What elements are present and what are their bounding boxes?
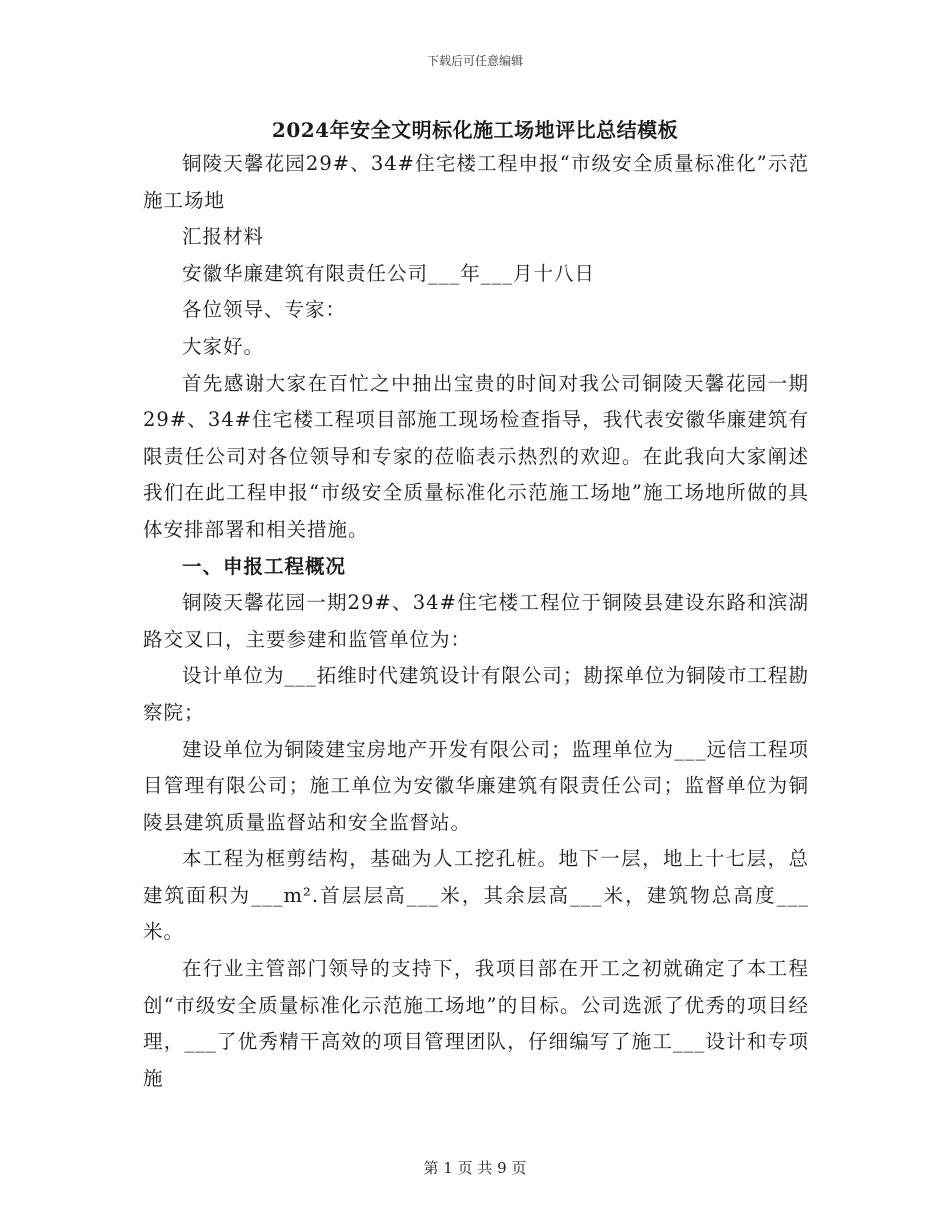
section-heading-overview: 一、申报工程概况 (182, 554, 347, 578)
paragraph-company-date: 安徽华廉建筑有限责任公司___年___月十八日 (182, 261, 596, 285)
paragraph-project-name: 铜陵天馨花园29#、34#住宅楼工程申报“市级安全质量标准化”示范施工场地 (143, 152, 809, 212)
paragraph-report-label: 汇报材料 (182, 225, 265, 249)
page-header: 下载后可任意编辑 (426, 54, 523, 68)
document-title: 2024年安全文明标化施工场地评比总结模板 (271, 118, 679, 142)
document-body (143, 146, 809, 1097)
paragraph-design-unit: 设计单位为___拓维时代建筑设计有限公司；勘探单位为铜陵市工程勘察院； (143, 664, 809, 724)
paragraph-construction-units: 建设单位为铜陵建宝房地产开发有限公司；监理单位为___远信工程项目管理有限公司；施工单位为安徽华廉建筑有限责任公司；监督单位为铜陵县建筑质量监督站和安全监督站。 (143, 737, 809, 834)
paragraph-goal: 在行业主管部门领导的支持下，我项目部在开工之初就确定了本工程创“市级安全质量标准化示范施工场地”的目标。公司选派了优秀的项目经理，___了优秀精干高效的项目管理团队，仔细编写了施工___设计和专项施 (143, 957, 809, 1090)
paragraph-salutation: 各位领导、专家： (182, 298, 347, 322)
page-footer: 第 1 页 共 9 页 (423, 1159, 527, 1177)
paragraph-location: 铜陵天馨花园一期29#、34#住宅楼工程位于铜陵县建设东路和滨湖路交叉口，主要参建和监管单位为： (143, 591, 809, 651)
paragraph-structure: 本工程为框剪结构，基础为人工挖孔桩。地下一层，地上十七层，总建筑面积为___m².首层层高___米，其余层高___米，建筑物总高度___米。 (143, 847, 809, 944)
paragraph-greeting: 大家好。 (182, 334, 265, 358)
paragraph-intro: 首先感谢大家在百忙之中抽出宝贵的时间对我公司铜陵天馨花园一期29#、34#住宅楼工程项目部施工现场检查指导，我代表安徽华廉建筑有限责任公司对各位领导和专家的莅临表示热烈的欢迎。在此我向大家阐述我们在此工程申报“市级安全质量标准化示范施工场地”施工场地所做的具体安排部署和相关措施。 (143, 371, 809, 541)
